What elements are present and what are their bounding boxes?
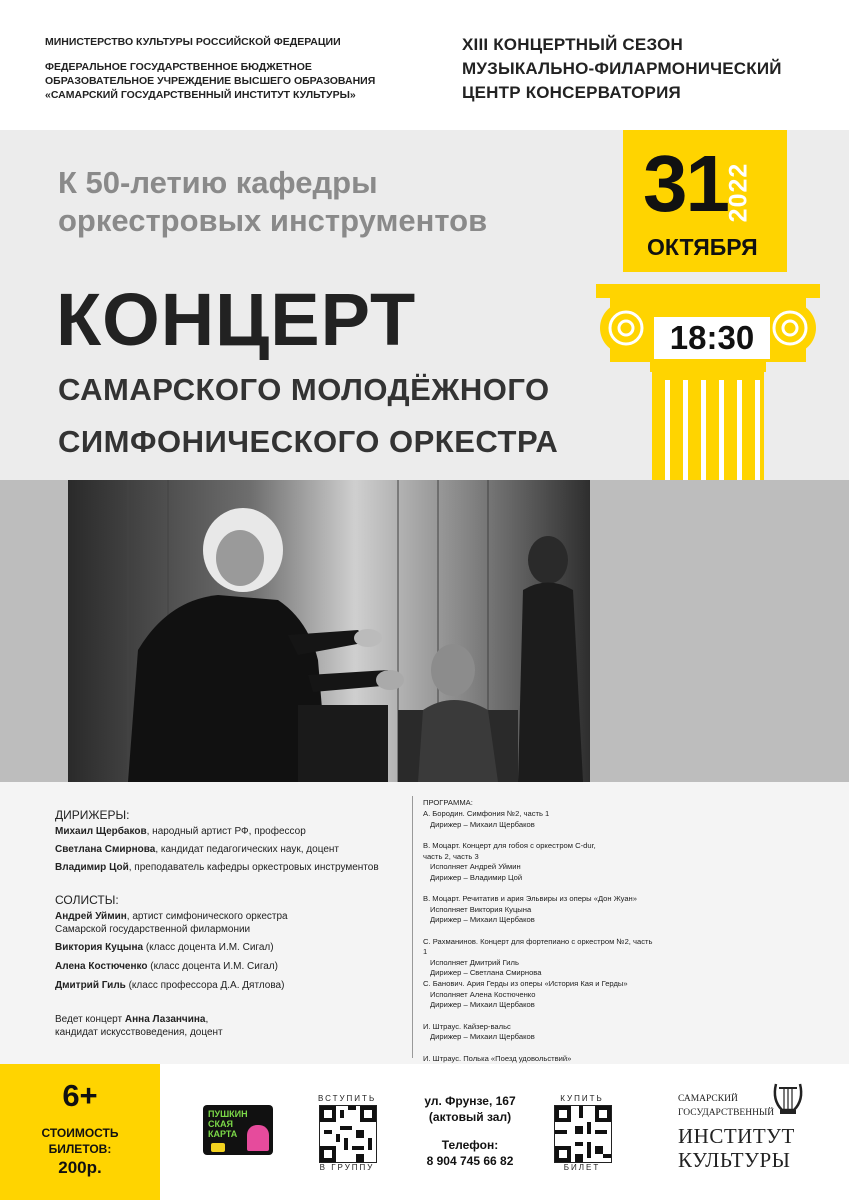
program-item — [423, 894, 637, 926]
date-day: 31 — [643, 139, 728, 228]
program-work-title: И. Штраус. Кайзер-вальс — [423, 1021, 511, 1031]
conductor-name: Светлана Смирнова — [55, 844, 156, 855]
program-item — [423, 979, 628, 1011]
date-year-wrap — [724, 150, 779, 230]
pushkin-sticker-icon — [211, 1143, 225, 1152]
program-performer: часть 2, часть 3 — [423, 851, 479, 861]
conductor-photo — [68, 480, 590, 782]
qr-ticket-bottom-label: БИЛЕТ — [563, 1163, 601, 1172]
program-performer: Исполняет Андрей Уймин — [430, 862, 521, 871]
conductor-name: Михаил Щербаков — [55, 826, 147, 837]
program-work-title: В. Моцарт. Речитатив и ария Эльвиры из оперы «Дон Жуан» — [423, 894, 637, 903]
qr-ticket-top-label: КУПИТЬ — [560, 1094, 604, 1103]
qr-pattern-icon — [555, 1106, 611, 1162]
program-item — [423, 937, 658, 979]
pushkin-card-line-2: СКАЯ — [208, 1119, 233, 1129]
qr-group-top-label: ВСТУПИТЬ — [318, 1094, 377, 1103]
program-performer: Дирижер – Михаил Щербаков — [430, 1032, 535, 1041]
program-performer: Исполняет Дмитрий Гиль — [430, 957, 519, 967]
host-name: Анна Лазанчина — [124, 1014, 206, 1025]
address-line-1: ул. Фрунзе, 167 — [424, 1094, 516, 1108]
date-box — [623, 130, 787, 272]
anniversary-line-1: К 50-летию кафедры — [58, 165, 378, 200]
soloist-desc: (класс доцента И.М. Сигал) — [143, 942, 274, 953]
cost-label-2: БИЛЕТОВ: — [48, 1142, 112, 1156]
age-price-box — [0, 1064, 160, 1200]
program-performer: Исполняет Виктория Куцына — [430, 904, 532, 914]
address-line-2: (актовый зал) — [428, 1110, 512, 1124]
soloist-item — [55, 941, 274, 954]
photo-illustration — [68, 480, 590, 782]
qr-pattern-icon — [320, 1106, 376, 1162]
conductors-heading: ДИРИЖЕРЫ: — [55, 808, 130, 822]
center-prefix: ЦЕНТР — [462, 83, 526, 102]
soloist-item — [55, 979, 284, 992]
conductor-item — [55, 843, 339, 856]
cost-label-1: СТОИМОСТЬ — [41, 1126, 119, 1140]
host-desc: кандидат искусствоведения, доцент — [55, 1027, 223, 1038]
conductor-desc: , народный артист РФ, профессор — [146, 826, 306, 837]
pushkin-card-line-1: ПУШКИН — [208, 1109, 248, 1119]
event-time: 18:30 — [652, 315, 772, 361]
date-year: 2022 — [724, 162, 753, 223]
program-performer: Дирижер – Михаил Щербаков — [430, 1000, 535, 1009]
lyre-logo-icon — [770, 1080, 806, 1120]
soloist-item — [55, 960, 278, 973]
ticket-price: 200р. — [58, 1158, 102, 1177]
program-performer: Дирижер – Михаил Щербаков — [430, 819, 535, 829]
soloist-item — [55, 910, 288, 923]
program-performer: Дирижер – Светлана Смирнова — [430, 968, 542, 977]
program-performer: Дирижер – Владимир Цой — [430, 872, 523, 882]
program-divider — [412, 796, 413, 1058]
subtitle-line-2: СИМФОНИЧЕСКОГО ОРКЕСТРА — [58, 424, 559, 459]
logo-big-line-2: КУЛЬТУРЫ — [678, 1148, 791, 1172]
soloist-desc: (класс доцента И.М. Сигал) — [147, 961, 278, 972]
conductor-desc: , кандидат педагогических наук, доцент — [155, 844, 339, 855]
institution-line-1: ФЕДЕРАЛЬНОЕ ГОСУДАРСТВЕННОЕ БЮДЖЕТНОЕ — [45, 61, 312, 73]
soloist-name: Виктория Куцына — [55, 942, 144, 953]
host-prefix: Ведет концерт — [55, 1014, 125, 1025]
anniversary-line-2: оркестровых инструментов — [58, 203, 488, 238]
soloist-name: Дмитрий Гиль — [55, 980, 126, 991]
phone-label: Телефон: — [441, 1138, 499, 1152]
concert-title: КОНЦЕРТ — [56, 278, 417, 361]
logo-small-line-2: ГОСУДАРСТВЕННЫЙ — [678, 1108, 775, 1118]
center-line-1: МУЗЫКАЛЬНО-ФИЛАРМОНИЧЕСКИЙ — [462, 59, 782, 78]
pushkin-portrait-icon — [247, 1125, 269, 1151]
program-work-title: С. Рахманинов. Концерт для фортепиано с оркестром №2, часть 1 — [423, 936, 653, 956]
program-heading: ПРОГРАММА: — [423, 798, 473, 807]
soloist-desc-line-2: Самарской государственной филармонии — [55, 924, 251, 935]
season-label: XIII КОНЦЕРТНЫЙ СЕЗОН — [462, 35, 683, 54]
qr-ticket-code-icon[interactable] — [554, 1105, 612, 1163]
host-line — [55, 1013, 208, 1026]
qr-group-code-icon[interactable] — [319, 1105, 377, 1163]
program-work-title: С. Банович. Ария Герды из оперы «История Кая и Герды» — [423, 979, 628, 988]
conductor-desc: , преподаватель кафедры оркестровых инструментов — [128, 862, 379, 873]
ministry-label: МИНИСТЕРСТВО КУЛЬТУРЫ РОССИЙСКОЙ ФЕДЕРАЦИИ — [45, 36, 341, 48]
soloist-name: Алена Костюченко — [55, 961, 148, 972]
date-month: ОКТЯБРЯ — [647, 234, 758, 260]
program-work-title: А. Бородин. Симфония №2, часть 1 — [423, 809, 550, 818]
institution-line-3: «САМАРСКИЙ ГОСУДАРСТВЕННЫЙ ИНСТИТУТ КУЛЬТУРЫ» — [45, 89, 356, 101]
pushkin-card-logo — [203, 1105, 273, 1155]
program-item — [423, 1022, 535, 1043]
conductor-item — [55, 825, 306, 838]
program-performer: Исполняет Алена Костюченко — [430, 989, 536, 999]
center-line-2 — [462, 81, 681, 105]
logo-small-line-1: САМАРСКИЙ — [678, 1094, 738, 1104]
soloist-name: Андрей Уймин — [55, 911, 127, 922]
logo-big-line-1: ИНСТИТУТ — [678, 1124, 795, 1148]
subtitle-line-1: САМАРСКОГО МОЛОДЁЖНОГО — [58, 372, 550, 407]
program-work-title: В. Моцарт. Концерт для гобоя с оркестром C-dur, — [423, 841, 596, 850]
soloist-desc: (класс профессора Д.А. Дятлова) — [125, 980, 285, 991]
age-rating: 6+ — [62, 1078, 98, 1113]
conductor-item — [55, 861, 379, 874]
host-suffix: , — [205, 1014, 209, 1025]
center-name: КОНСЕРВАТОРИЯ — [525, 83, 681, 102]
header — [0, 0, 849, 130]
program-item — [423, 809, 549, 830]
program-work-title: И. Штраус. Полька «Поезд удовольствий» — [423, 1053, 572, 1063]
phone-number[interactable]: 8 904 745 66 82 — [426, 1154, 514, 1168]
program-performer: Дирижер – Михаил Щербаков — [430, 915, 535, 924]
qr-group-bottom-label: В ГРУППУ — [319, 1163, 375, 1172]
conductor-name: Владимир Цой — [55, 862, 129, 873]
institution-line-2: ОБРАЗОВАТЕЛЬНОЕ УЧРЕЖДЕНИЕ ВЫСШЕГО ОБРАЗОВАНИЯ — [45, 75, 376, 87]
soloist-desc: , артист симфонического оркестра — [126, 911, 288, 922]
pushkin-card-line-3: КАРТА — [208, 1129, 238, 1139]
soloists-heading: СОЛИСТЫ: — [55, 893, 119, 907]
program-item — [423, 841, 596, 883]
